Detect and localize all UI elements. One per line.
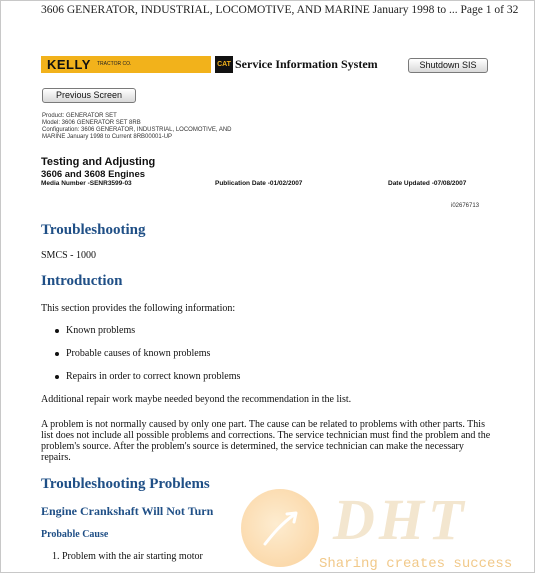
print-header: 3606 GENERATOR, INDUSTRIAL, LOCOMOTIVE, AND MARINE January 1998 to ... Page 1 of 32 [41, 4, 519, 16]
system-title: Service Information System [235, 57, 378, 71]
bullet-icon [55, 375, 59, 379]
bullet-item: Probable causes of known problems [55, 348, 210, 359]
bullet-icon [55, 329, 59, 333]
previous-screen-button[interactable]: Previous Screen [42, 88, 136, 103]
configuration-line-1: Configuration: 3606 GENERATOR, INDUSTRIAL, LOCOMOTIVE, AND [42, 127, 232, 133]
probable-cause-heading: Probable Cause [41, 529, 109, 540]
shutdown-sis-button[interactable]: Shutdown SIS [408, 58, 488, 73]
bullet-item: Repairs in order to correct known problems [55, 371, 240, 382]
dealer-sub: TRACTOR CO. [97, 61, 132, 67]
numbered-item: 1. Problem with the air starting motor [52, 551, 203, 562]
publication-date: Publication Date -01/02/2007 [215, 180, 303, 187]
bullet-icon [55, 352, 59, 356]
doc-id: i02676713 [451, 203, 480, 209]
troubleshooting-heading: Troubleshooting [41, 222, 146, 238]
product-line: Product: GENERATOR SET [42, 113, 117, 119]
media-number: Media Number -SENR3599-03 [41, 180, 132, 187]
product-info [42, 113, 232, 141]
date-updated: Date Updated -07/08/2007 [388, 180, 467, 187]
problem-paragraph: A problem is not normally caused by only one part. The cause can be related to problems with other parts. This list does not include all possible problems and corrections. The service technician must find the problem and the problem's source. After the problem's source is determined, the service technician can make the necessary repairs. [41, 419, 491, 463]
dealer-logo [41, 56, 211, 73]
watermark-logo: DHT [333, 487, 468, 552]
problems-heading: Troubleshooting Problems [41, 476, 210, 492]
introduction-heading: Introduction [41, 273, 123, 289]
doc-title: Testing and Adjusting [41, 156, 156, 168]
cat-logo-icon: CAT [215, 56, 233, 73]
intro-text: This section provides the following information: [41, 303, 236, 314]
crankshaft-heading: Engine Crankshaft Will Not Turn [41, 504, 214, 518]
smcs-code: SMCS - 1000 [41, 250, 97, 261]
additional-repair-text: Additional repair work maybe needed beyond the recommendation in the list. [41, 394, 352, 405]
watermark-arrow-icon [259, 506, 303, 550]
dealer-name: KELLY [47, 57, 91, 72]
doc-subtitle: 3606 and 3608 Engines [41, 169, 146, 180]
watermark-tagline: Sharing creates success [319, 556, 513, 572]
model-line: Model: 3606 GENERATOR SET 8RB [42, 120, 141, 126]
configuration-line-2: MARINE January 1998 to Current 8RB00001-UP [42, 134, 173, 140]
bullet-item: Known problems [55, 325, 135, 336]
